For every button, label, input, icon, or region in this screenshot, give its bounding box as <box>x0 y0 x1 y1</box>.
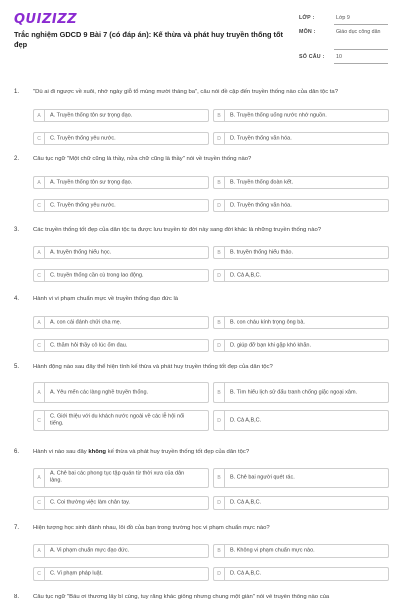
question-text: Các truyền thống tốt đẹp của dân tộc ta được lưu truyền từ đời này sang đời khác là những truyền thống nào? <box>33 227 322 233</box>
option-letter: B <box>214 383 225 402</box>
option-text: B. Tìm hiểu lịch sử đấu tranh chống giặc ngoại xâm. <box>230 388 358 395</box>
option-letter: A <box>34 383 45 402</box>
option-d[interactable] <box>213 199 389 212</box>
question-text: Câu tục ngữ "Bầu ơi thương lấy bí cùng, tuy rằng khác giống nhưng chung một giàn" nói về truyền thống nào của <box>33 594 330 600</box>
question-number: 1. <box>14 89 20 95</box>
option-c[interactable] <box>33 132 209 145</box>
question-number: 8. <box>14 594 20 600</box>
question-number: 6. <box>14 449 20 455</box>
option-d[interactable] <box>213 339 389 352</box>
option-text: C. Coi thường việc làm chân tay. <box>50 499 130 506</box>
option-c[interactable] <box>33 567 209 581</box>
info-subject-label: MÔN : <box>299 29 316 35</box>
option-b[interactable] <box>213 382 389 403</box>
option-text: B. Truyền thống uống nước nhớ nguồn. <box>230 111 327 118</box>
option-text: D. Cả A,B,C. <box>230 570 262 577</box>
question-text: Hành động nào sau đây thể hiện tính kế thừa và phát huy truyền thống tốt đẹp của dân tộc? <box>33 364 273 370</box>
info-count-label: SỐ CÂU : <box>299 54 325 60</box>
option-text: C. Truyền thống yêu nước. <box>50 201 116 208</box>
option-text: D. Cả A,B,C. <box>230 271 262 278</box>
worksheet-title: Trắc nghiệm GDCD 9 Bài 7 (có đáp án): Kế thừa và phát huy truyền thống tốt đẹp <box>14 30 283 49</box>
option-text: B. Không vi phạm chuẩn mực nào. <box>230 547 315 554</box>
option-c[interactable] <box>33 199 209 212</box>
info-subject-row <box>296 26 388 51</box>
question-number: 3. <box>14 227 20 233</box>
option-letter: B <box>214 110 225 121</box>
option-text: B. truyền thống hiếu thảo. <box>230 248 293 255</box>
question-text-after: kế thừa và phát huy truyền thống tốt đẹp của dân tộc? <box>106 449 250 455</box>
option-letter: D <box>214 411 225 430</box>
question-number: 7. <box>14 525 20 531</box>
option-text: B. Truyền thống đoàn kết. <box>230 178 293 185</box>
option-letter: A <box>34 317 45 328</box>
option-text: A. Truyền thống tôn sư trọng đạo. <box>50 111 133 118</box>
option-text: D. giúp đỡ bạn khi gặp khó khăn. <box>230 341 311 348</box>
option-text: D. Truyền thống văn hóa. <box>230 201 292 208</box>
option-letter: B <box>214 177 225 188</box>
option-letter: A <box>34 545 45 557</box>
question-text-emphasis: không <box>88 449 107 455</box>
option-text: C. Vi phạm pháp luật. <box>50 570 103 577</box>
option-text: A. truyền thống hiếu học. <box>50 248 112 255</box>
option-letter: D <box>214 497 225 509</box>
question-text: Câu tục ngữ "Một chữ cũng là thầy, nửa chữ cũng là thầy" nói về truyền thống nào? <box>33 156 252 162</box>
question-number: 2. <box>14 156 20 162</box>
option-d[interactable] <box>213 410 389 431</box>
option-letter: C <box>34 411 45 430</box>
option-letter: C <box>34 497 45 509</box>
option-text: D. Truyền thống văn hóa. <box>230 134 292 141</box>
option-a[interactable] <box>33 316 209 329</box>
option-a[interactable] <box>33 468 209 488</box>
option-letter: B <box>214 469 225 487</box>
option-d[interactable] <box>213 496 389 510</box>
option-b[interactable] <box>213 176 389 189</box>
option-c[interactable] <box>33 339 209 352</box>
option-b[interactable] <box>213 316 389 329</box>
option-a[interactable] <box>33 109 209 122</box>
option-text: B. con cháu kính trọng ông bà. <box>230 318 305 325</box>
question-number: 5. <box>14 364 20 370</box>
option-text: A. Yêu mến các làng nghề truyền thống. <box>50 388 149 395</box>
question-text: "Dù ai đi ngược về xuôi, nhớ ngày giỗ tổ mùng mười tháng ba", câu nói đề cập đến truyền thống nào của dân tộc ta? <box>33 89 338 95</box>
option-letter: C <box>34 133 45 144</box>
option-letter: D <box>214 200 225 211</box>
option-letter: D <box>214 568 225 580</box>
option-letter: A <box>34 469 45 487</box>
option-text: C. truyền thống cần cù trong lao động. <box>50 271 144 278</box>
info-class-value: Lớp 9 <box>336 15 350 21</box>
question-text <box>33 449 388 457</box>
option-d[interactable] <box>213 567 389 581</box>
option-text: C. Truyền thống yêu nước. <box>50 134 116 141</box>
info-subject-value: Giáo dục công dân <box>336 29 381 35</box>
info-class-row <box>296 12 388 26</box>
option-b[interactable] <box>213 246 389 259</box>
option-d[interactable] <box>213 269 389 282</box>
option-text: A. Truyền thống tôn sư trọng đạo. <box>50 178 133 185</box>
option-text: B. Chê bai người quét rác. <box>230 474 295 481</box>
option-letter: D <box>214 133 225 144</box>
info-count-value: 10 <box>336 54 342 60</box>
option-letter: D <box>214 340 225 351</box>
option-a[interactable] <box>33 544 209 558</box>
question-number: 4. <box>14 296 20 302</box>
option-letter: A <box>34 247 45 258</box>
option-text: A. con cái đánh chửi cha mẹ. <box>50 318 122 325</box>
option-c[interactable] <box>33 410 209 431</box>
option-letter: C <box>34 200 45 211</box>
option-letter: B <box>214 317 225 328</box>
option-text: A. Vi phạm chuẩn mực đạo đức. <box>50 547 130 554</box>
option-letter: C <box>34 568 45 580</box>
option-a[interactable] <box>33 382 209 403</box>
question-8 <box>0 594 400 600</box>
worksheet-header <box>0 0 400 72</box>
option-text: A. Chê bai các phong tục tập quán từ thời xưa của dân làng. <box>50 470 185 484</box>
info-class-label: LỚP : <box>299 15 315 21</box>
option-b[interactable] <box>213 468 389 488</box>
option-letter: B <box>214 247 225 258</box>
option-a[interactable] <box>33 246 209 259</box>
info-count-row <box>296 51 388 65</box>
option-letter: A <box>34 177 45 188</box>
option-d[interactable] <box>213 132 389 145</box>
question-text: Hành vi vi phạm chuẩn mực về truyền thống đạo đức là <box>33 296 179 302</box>
option-a[interactable] <box>33 176 209 189</box>
quizizz-logo: QUIZIZZ <box>14 12 78 27</box>
question-text-before: Hành vi nào sau đây <box>33 449 89 455</box>
option-letter: D <box>214 270 225 281</box>
option-text: C. thăm hỏi thầy cô lúc ốm đau. <box>50 341 128 348</box>
option-text: C. Giới thiệu với du khách nước ngoài về các lễ hội nổi tiếng. <box>50 413 185 427</box>
option-letter: A <box>34 110 45 121</box>
option-text: D. Cả A,B,C. <box>230 416 262 423</box>
question-text: Hiện tượng học sinh đánh nhau, lôi đồ của bạn trong trường học vi phạm chuẩn mực nào? <box>33 525 270 531</box>
option-c[interactable] <box>33 269 209 282</box>
option-text: D. Cả A,B,C. <box>230 499 262 506</box>
option-letter: C <box>34 340 45 351</box>
option-letter: C <box>34 270 45 281</box>
info-panel <box>296 12 388 65</box>
option-c[interactable] <box>33 496 209 510</box>
option-b[interactable] <box>213 544 389 558</box>
option-b[interactable] <box>213 109 389 122</box>
option-letter: B <box>214 545 225 557</box>
